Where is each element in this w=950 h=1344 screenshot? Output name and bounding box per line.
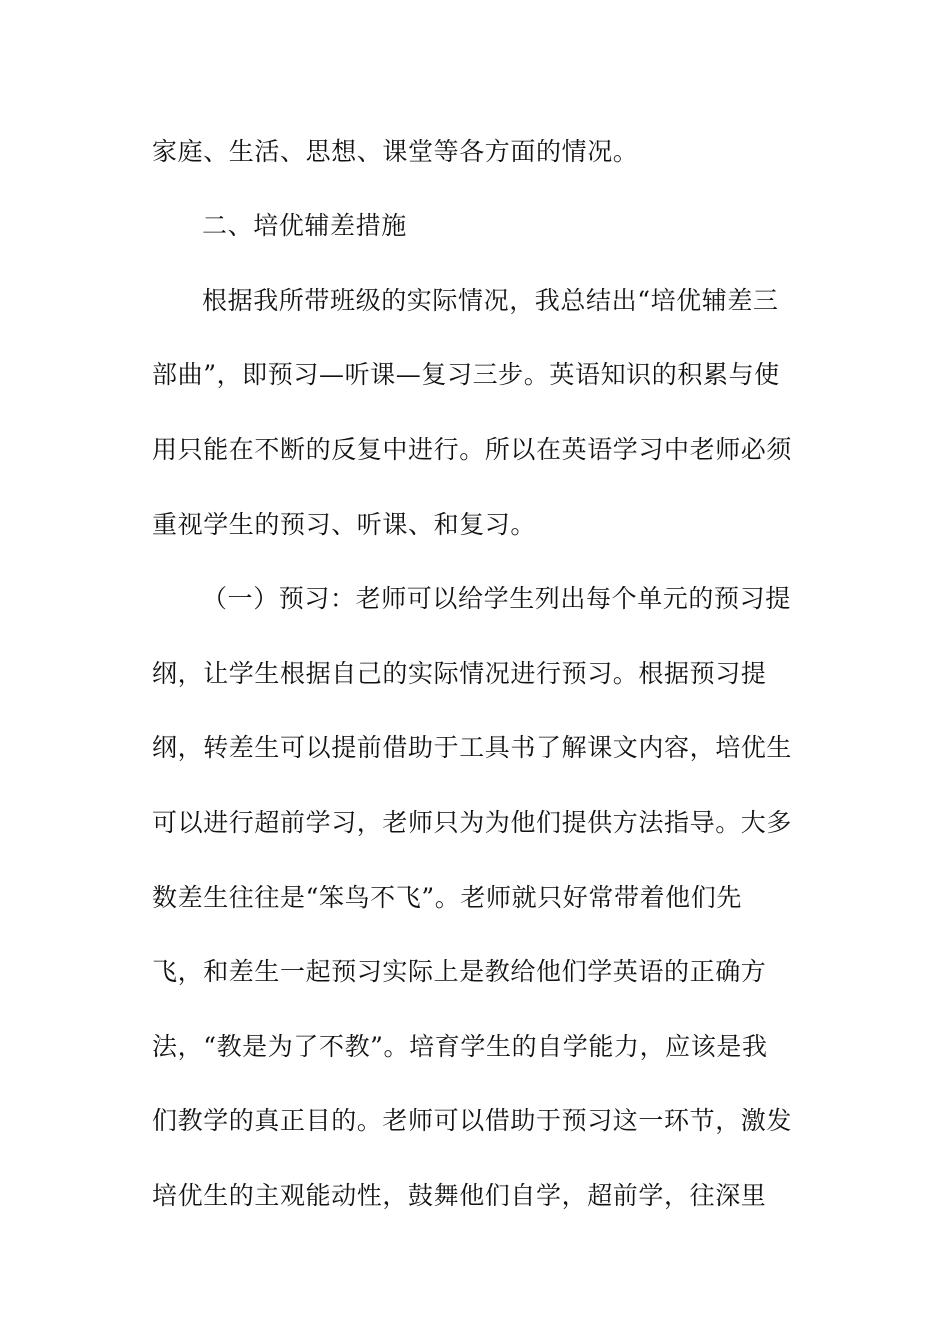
text-line: 法，“教是为了不教”。培育学生的自学能力，应该是我 [152,1032,768,1061]
text-line: 数差生往往是“笨鸟不飞”。老师就只好常带着他们先 [152,883,742,912]
text-line: 用只能在不断的反复中进行。所以在英语学习中老师必须 [152,435,793,464]
text-line: 根据我所带班级的实际情况，我总结出“培优辅差三 [202,286,779,315]
text-line: 重视学生的预习、听课、和复习。 [152,510,537,539]
text-line: 家庭、生活、思想、课堂等各方面的情况。 [152,137,639,166]
section-heading: 二、培优辅差措施 [202,211,407,240]
text-line: 培优生的主观能动性，鼓舞他们自学，超前学，往深里 [152,1181,767,1210]
text-line: 部曲”，即预习—听课—复习三步。英语知识的积累与使 [152,360,780,389]
text-line: 飞，和差生一起预习实际上是教给他们学英语的正确方 [152,957,767,986]
text-line: 可以进行超前学习，老师只为为他们提供方法指导。大多 [152,808,793,837]
text-line: 纲，让学生根据自己的实际情况进行预习。根据预习提 [152,659,767,688]
text-line: 纲，转差生可以提前借助于工具书了解课文内容，培优生 [152,733,793,762]
text-line: 们教学的真正目的。老师可以借助于预习这一环节，激发 [152,1106,793,1135]
subsection-line: （一）预习：老师可以给学生列出每个单元的预习提 [202,584,791,613]
